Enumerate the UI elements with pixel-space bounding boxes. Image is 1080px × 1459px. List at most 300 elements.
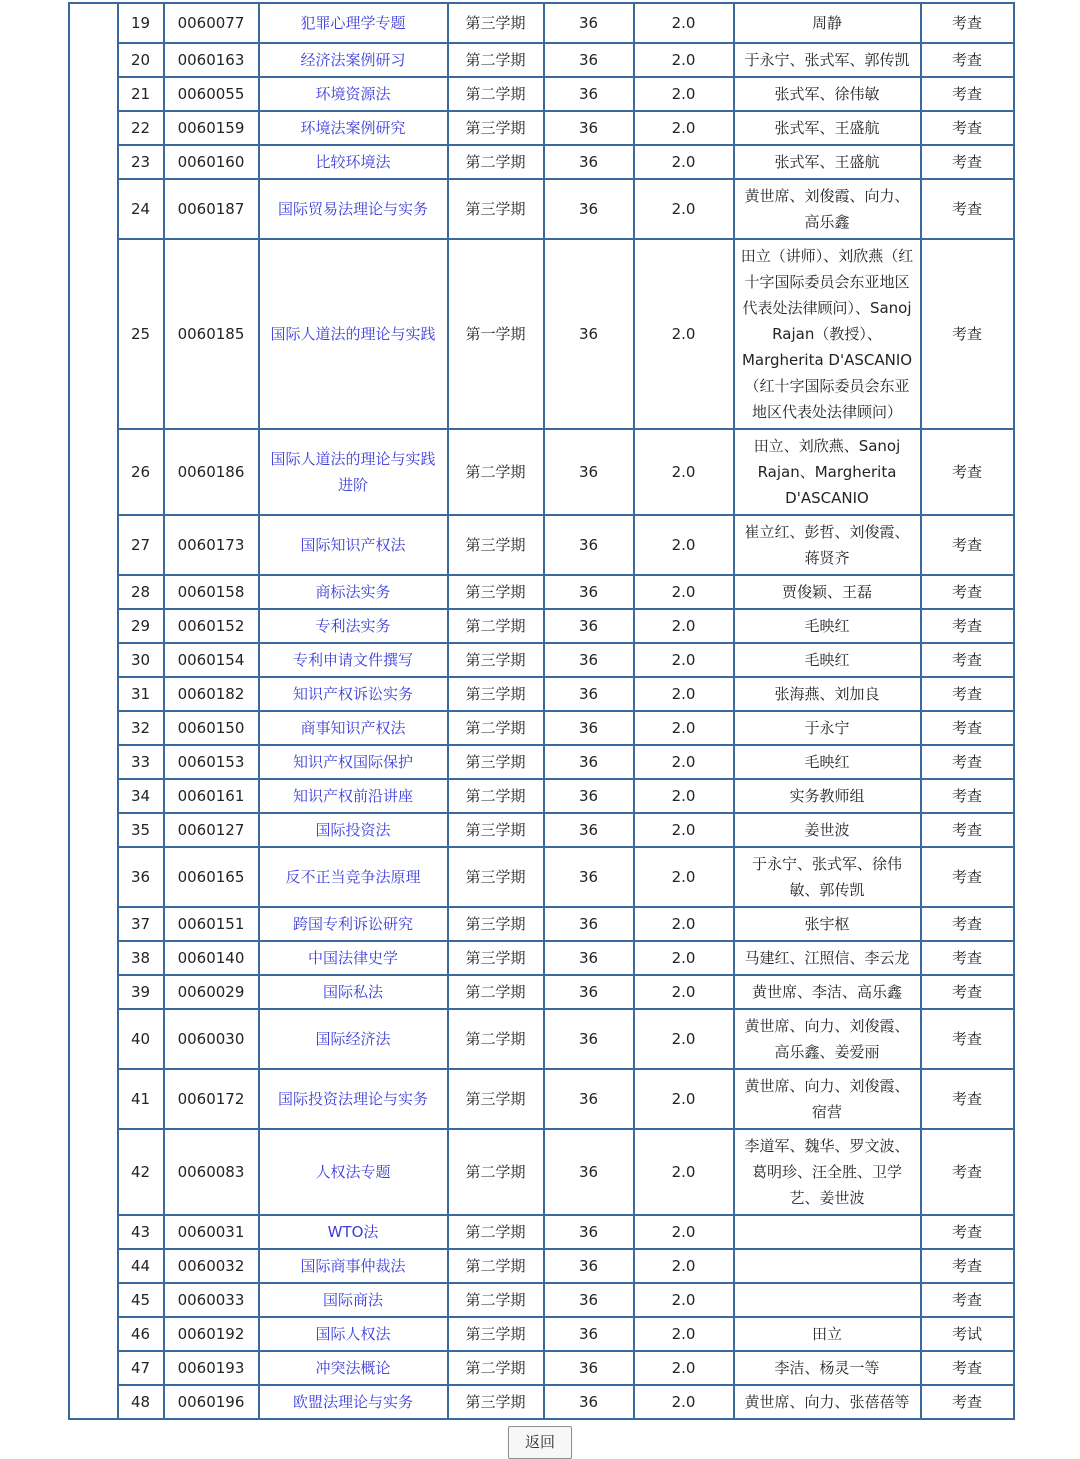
- table-row: [69, 1129, 1014, 1215]
- semester-cell: 第二学期: [448, 711, 544, 745]
- teachers-cell: 毛映红: [734, 745, 921, 779]
- hours-cell: 36: [544, 3, 634, 43]
- row-number-cell: 24: [118, 179, 164, 239]
- course-name-cell: [259, 77, 448, 111]
- row-number-cell: 40: [118, 1009, 164, 1069]
- teachers-cell: 黄世席、向力、刘俊霞、高乐鑫、姜爱丽: [734, 1009, 921, 1069]
- table-row: [69, 429, 1014, 515]
- teachers-cell: 李洁、杨灵一等: [734, 1351, 921, 1385]
- course-code-cell: 0060030: [164, 1009, 259, 1069]
- teachers-cell: 张海燕、刘加良: [734, 677, 921, 711]
- hours-cell: 36: [544, 711, 634, 745]
- teachers-cell: 毛映红: [734, 609, 921, 643]
- course-link[interactable]: 知识产权国际保护: [292, 753, 413, 771]
- credits-cell: 2.0: [634, 429, 734, 515]
- course-link[interactable]: 环境资源法: [315, 85, 391, 103]
- assessment-cell: 考查: [921, 77, 1014, 111]
- course-name-cell: [259, 575, 448, 609]
- hours-cell: 36: [544, 907, 634, 941]
- teachers-cell: 黄世席、李洁、高乐鑫: [734, 975, 921, 1009]
- course-name-cell: [259, 609, 448, 643]
- row-number-cell: 44: [118, 1249, 164, 1283]
- row-number-cell: 19: [118, 3, 164, 43]
- course-code-cell: 0060186: [164, 429, 259, 515]
- course-link[interactable]: 国际投资法理论与实务: [277, 1090, 428, 1108]
- table-row: [69, 907, 1014, 941]
- course-link[interactable]: 环境法案例研究: [300, 119, 406, 137]
- assessment-cell: 考查: [921, 1351, 1014, 1385]
- teachers-cell: 黄世席、向力、刘俊霞、宿营: [734, 1069, 921, 1129]
- assessment-cell: 考查: [921, 711, 1014, 745]
- course-code-cell: 0060032: [164, 1249, 259, 1283]
- hours-cell: 36: [544, 975, 634, 1009]
- hours-cell: 36: [544, 515, 634, 575]
- hours-cell: 36: [544, 145, 634, 179]
- course-link[interactable]: 知识产权诉讼实务: [292, 685, 413, 703]
- semester-cell: 第二学期: [448, 429, 544, 515]
- course-link[interactable]: 商标法实务: [315, 583, 391, 601]
- row-number-cell: 41: [118, 1069, 164, 1129]
- row-number-cell: 29: [118, 609, 164, 643]
- course-link[interactable]: 中国法律史学: [307, 949, 398, 967]
- hours-cell: 36: [544, 677, 634, 711]
- course-link[interactable]: 国际人道法的理论与实践: [270, 325, 436, 343]
- credits-cell: 2.0: [634, 1351, 734, 1385]
- course-name-cell: [259, 1069, 448, 1129]
- row-number-cell: 34: [118, 779, 164, 813]
- row-number-cell: 46: [118, 1317, 164, 1351]
- course-name-cell: [259, 515, 448, 575]
- credits-cell: 2.0: [634, 779, 734, 813]
- course-code-cell: 0060160: [164, 145, 259, 179]
- hours-cell: 36: [544, 847, 634, 907]
- course-name-cell: [259, 43, 448, 77]
- table-row: [69, 779, 1014, 813]
- course-link[interactable]: 国际贸易法理论与实务: [277, 200, 428, 218]
- semester-cell: 第三学期: [448, 643, 544, 677]
- credits-cell: 2.0: [634, 77, 734, 111]
- table-row: [69, 1009, 1014, 1069]
- course-link[interactable]: 国际私法: [322, 983, 383, 1001]
- row-number-cell: 47: [118, 1351, 164, 1385]
- teachers-cell: 李道军、魏华、罗文波、葛明珍、汪全胜、卫学艺、姜世波: [734, 1129, 921, 1215]
- row-number-cell: 37: [118, 907, 164, 941]
- hours-cell: 36: [544, 813, 634, 847]
- course-code-cell: 0060185: [164, 239, 259, 429]
- hours-cell: 36: [544, 1009, 634, 1069]
- course-code-cell: 0060173: [164, 515, 259, 575]
- table-row: [69, 575, 1014, 609]
- course-code-cell: 0060029: [164, 975, 259, 1009]
- course-name-cell: [259, 907, 448, 941]
- credits-cell: 2.0: [634, 239, 734, 429]
- back-button[interactable]: 返回: [508, 1426, 572, 1459]
- credits-cell: 2.0: [634, 3, 734, 43]
- course-code-cell: 0060077: [164, 3, 259, 43]
- semester-cell: 第二学期: [448, 975, 544, 1009]
- course-code-cell: 0060187: [164, 179, 259, 239]
- assessment-cell: 考查: [921, 1283, 1014, 1317]
- hours-cell: 36: [544, 575, 634, 609]
- credits-cell: 2.0: [634, 111, 734, 145]
- credits-cell: 2.0: [634, 609, 734, 643]
- course-code-cell: 0060182: [164, 677, 259, 711]
- assessment-cell: 考查: [921, 515, 1014, 575]
- hours-cell: 36: [544, 1283, 634, 1317]
- table-row: [69, 3, 1014, 43]
- semester-cell: 第三学期: [448, 3, 544, 43]
- course-link[interactable]: 比较环境法: [315, 153, 391, 171]
- course-link[interactable]: 国际投资法: [315, 821, 391, 839]
- table-row: [69, 677, 1014, 711]
- credits-cell: 2.0: [634, 975, 734, 1009]
- semester-cell: 第二学期: [448, 1129, 544, 1215]
- hours-cell: 36: [544, 239, 634, 429]
- assessment-cell: 考查: [921, 111, 1014, 145]
- row-number-cell: 21: [118, 77, 164, 111]
- course-link[interactable]: 欧盟法理论与实务: [292, 1393, 413, 1411]
- course-code-cell: 0060153: [164, 745, 259, 779]
- course-name-cell: [259, 1009, 448, 1069]
- course-code-cell: 0060140: [164, 941, 259, 975]
- course-name-cell: [259, 745, 448, 779]
- course-name-cell: [259, 3, 448, 43]
- row-number-cell: 30: [118, 643, 164, 677]
- course-table: [68, 2, 1015, 1420]
- assessment-cell: 考查: [921, 1069, 1014, 1129]
- course-link[interactable]: 犯罪心理学专题: [300, 14, 406, 32]
- assessment-cell: 考试: [921, 1317, 1014, 1351]
- assessment-cell: 考查: [921, 941, 1014, 975]
- hours-cell: 36: [544, 1317, 634, 1351]
- semester-cell: 第三学期: [448, 1317, 544, 1351]
- teachers-cell: [734, 1283, 921, 1317]
- course-name-cell: [259, 1351, 448, 1385]
- teachers-cell: 田立（讲师）、刘欣燕（红十字国际委员会东亚地区代表处法律顾问）、Sanoj Rajan（教授）、Margherita D'ASCANIO（红十字国际委员会东亚地区代表处法律顾问）: [734, 239, 921, 429]
- teachers-cell: 黄世席、向力、张蓓蓓等: [734, 1385, 921, 1419]
- credits-cell: 2.0: [634, 813, 734, 847]
- assessment-cell: 考查: [921, 847, 1014, 907]
- row-number-cell: 48: [118, 1385, 164, 1419]
- semester-cell: 第三学期: [448, 515, 544, 575]
- row-number-cell: 36: [118, 847, 164, 907]
- credits-cell: 2.0: [634, 1283, 734, 1317]
- row-number-cell: 42: [118, 1129, 164, 1215]
- semester-cell: 第三学期: [448, 847, 544, 907]
- course-name-cell: [259, 239, 448, 429]
- course-name-cell: [259, 1215, 448, 1249]
- row-number-cell: 22: [118, 111, 164, 145]
- teachers-cell: 田立: [734, 1317, 921, 1351]
- table-row: [69, 1351, 1014, 1385]
- assessment-cell: 考查: [921, 1009, 1014, 1069]
- row-number-cell: 33: [118, 745, 164, 779]
- credits-cell: 2.0: [634, 907, 734, 941]
- course-name-cell: [259, 1129, 448, 1215]
- credits-cell: 2.0: [634, 1249, 734, 1283]
- table-row: [69, 515, 1014, 575]
- semester-cell: 第三学期: [448, 907, 544, 941]
- table-row: [69, 609, 1014, 643]
- table-row: [69, 1215, 1014, 1249]
- hours-cell: 36: [544, 941, 634, 975]
- teachers-cell: 贾俊颖、王磊: [734, 575, 921, 609]
- table-row: [69, 941, 1014, 975]
- row-number-cell: 23: [118, 145, 164, 179]
- category-spanner-cell: [69, 3, 118, 1419]
- assessment-cell: 考查: [921, 975, 1014, 1009]
- semester-cell: 第二学期: [448, 1215, 544, 1249]
- hours-cell: 36: [544, 609, 634, 643]
- teachers-cell: 马建红、江照信、李云龙: [734, 941, 921, 975]
- course-name-cell: [259, 975, 448, 1009]
- hours-cell: 36: [544, 1249, 634, 1283]
- row-number-cell: 25: [118, 239, 164, 429]
- semester-cell: 第一学期: [448, 239, 544, 429]
- table-row: [69, 111, 1014, 145]
- semester-cell: 第三学期: [448, 745, 544, 779]
- table-row: [69, 43, 1014, 77]
- semester-cell: 第二学期: [448, 609, 544, 643]
- semester-cell: 第三学期: [448, 1385, 544, 1419]
- hours-cell: 36: [544, 179, 634, 239]
- course-code-cell: 0060196: [164, 1385, 259, 1419]
- hours-cell: 36: [544, 429, 634, 515]
- assessment-cell: 考查: [921, 3, 1014, 43]
- hours-cell: 36: [544, 779, 634, 813]
- semester-cell: 第二学期: [448, 1351, 544, 1385]
- row-number-cell: 45: [118, 1283, 164, 1317]
- row-number-cell: 32: [118, 711, 164, 745]
- teachers-cell: 张式军、王盛航: [734, 111, 921, 145]
- assessment-cell: 考查: [921, 575, 1014, 609]
- credits-cell: 2.0: [634, 847, 734, 907]
- course-code-cell: 0060031: [164, 1215, 259, 1249]
- course-link[interactable]: 知识产权前沿讲座: [292, 787, 413, 805]
- hours-cell: 36: [544, 1129, 634, 1215]
- row-number-cell: 20: [118, 43, 164, 77]
- assessment-cell: 考查: [921, 813, 1014, 847]
- course-name-cell: [259, 1283, 448, 1317]
- course-link[interactable]: 国际人权法: [315, 1325, 391, 1343]
- credits-cell: 2.0: [634, 43, 734, 77]
- semester-cell: 第三学期: [448, 179, 544, 239]
- hours-cell: 36: [544, 43, 634, 77]
- semester-cell: 第二学期: [448, 145, 544, 179]
- assessment-cell: 考查: [921, 609, 1014, 643]
- semester-cell: 第二学期: [448, 1009, 544, 1069]
- row-number-cell: 28: [118, 575, 164, 609]
- assessment-cell: 考查: [921, 745, 1014, 779]
- semester-cell: 第三学期: [448, 1069, 544, 1129]
- table-row: [69, 847, 1014, 907]
- course-link[interactable]: 国际经济法: [315, 1030, 391, 1048]
- course-name-cell: [259, 813, 448, 847]
- credits-cell: 2.0: [634, 677, 734, 711]
- course-code-cell: 0060165: [164, 847, 259, 907]
- teachers-cell: [734, 1249, 921, 1283]
- assessment-cell: 考查: [921, 43, 1014, 77]
- table-row: [69, 1069, 1014, 1129]
- assessment-cell: 考查: [921, 779, 1014, 813]
- assessment-cell: 考查: [921, 1249, 1014, 1283]
- course-name-cell: [259, 847, 448, 907]
- semester-cell: 第二学期: [448, 1283, 544, 1317]
- course-code-cell: 0060163: [164, 43, 259, 77]
- semester-cell: 第三学期: [448, 575, 544, 609]
- course-link[interactable]: 专利申请文件撰写: [292, 651, 413, 669]
- hours-cell: 36: [544, 111, 634, 145]
- course-link[interactable]: 跨国专利诉讼研究: [292, 915, 413, 933]
- assessment-cell: 考查: [921, 1385, 1014, 1419]
- course-name-cell: [259, 711, 448, 745]
- credits-cell: 2.0: [634, 1317, 734, 1351]
- semester-cell: 第二学期: [448, 77, 544, 111]
- credits-cell: 2.0: [634, 1385, 734, 1419]
- teachers-cell: 于永宁、张式军、徐伟敏、郭传凯: [734, 847, 921, 907]
- table-row: [69, 77, 1014, 111]
- assessment-cell: 考查: [921, 145, 1014, 179]
- course-code-cell: 0060161: [164, 779, 259, 813]
- assessment-cell: 考查: [921, 643, 1014, 677]
- semester-cell: 第二学期: [448, 779, 544, 813]
- course-code-cell: 0060192: [164, 1317, 259, 1351]
- hours-cell: 36: [544, 77, 634, 111]
- course-code-cell: 0060127: [164, 813, 259, 847]
- row-number-cell: 43: [118, 1215, 164, 1249]
- teachers-cell: 姜世波: [734, 813, 921, 847]
- row-number-cell: 31: [118, 677, 164, 711]
- hours-cell: 36: [544, 745, 634, 779]
- course-link[interactable]: 国际知识产权法: [300, 536, 406, 554]
- teachers-cell: 实务教师组: [734, 779, 921, 813]
- course-link[interactable]: 国际商法: [322, 1291, 383, 1309]
- assessment-cell: 考查: [921, 239, 1014, 429]
- course-link[interactable]: 冲突法概论: [315, 1359, 391, 1377]
- table-row: [69, 239, 1014, 429]
- row-number-cell: 39: [118, 975, 164, 1009]
- course-link[interactable]: 国际商事仲裁法: [300, 1257, 406, 1275]
- course-link[interactable]: 经济法案例研习: [300, 51, 406, 69]
- table-row: [69, 1317, 1014, 1351]
- credits-cell: 2.0: [634, 179, 734, 239]
- table-row: [69, 643, 1014, 677]
- semester-cell: 第三学期: [448, 677, 544, 711]
- course-link[interactable]: 专利法实务: [315, 617, 391, 635]
- hours-cell: 36: [544, 1351, 634, 1385]
- teachers-cell: 黄世席、刘俊霞、向力、高乐鑫: [734, 179, 921, 239]
- teachers-cell: 张式军、王盛航: [734, 145, 921, 179]
- hours-cell: 36: [544, 1215, 634, 1249]
- semester-cell: 第三学期: [448, 941, 544, 975]
- table-row: [69, 813, 1014, 847]
- course-code-cell: 0060172: [164, 1069, 259, 1129]
- course-name-cell: [259, 643, 448, 677]
- assessment-cell: 考查: [921, 677, 1014, 711]
- assessment-cell: 考查: [921, 1215, 1014, 1249]
- semester-cell: 第三学期: [448, 111, 544, 145]
- teachers-cell: 周静: [734, 3, 921, 43]
- semester-cell: 第二学期: [448, 43, 544, 77]
- table-row: [69, 145, 1014, 179]
- course-table-container: [68, 2, 1013, 1420]
- table-row: [69, 975, 1014, 1009]
- course-code-cell: 0060159: [164, 111, 259, 145]
- course-code-cell: 0060150: [164, 711, 259, 745]
- course-name-cell: [259, 429, 448, 515]
- credits-cell: 2.0: [634, 515, 734, 575]
- semester-cell: 第三学期: [448, 813, 544, 847]
- credits-cell: 2.0: [634, 1009, 734, 1069]
- table-row: [69, 745, 1014, 779]
- credits-cell: 2.0: [634, 145, 734, 179]
- hours-cell: 36: [544, 643, 634, 677]
- table-row: [69, 1283, 1014, 1317]
- teachers-cell: 张宇枢: [734, 907, 921, 941]
- course-code-cell: 0060151: [164, 907, 259, 941]
- assessment-cell: 考查: [921, 429, 1014, 515]
- credits-cell: 2.0: [634, 711, 734, 745]
- course-name-cell: [259, 179, 448, 239]
- course-name-cell: [259, 111, 448, 145]
- hours-cell: 36: [544, 1385, 634, 1419]
- table-row: [69, 179, 1014, 239]
- course-name-cell: [259, 1385, 448, 1419]
- assessment-cell: 考查: [921, 179, 1014, 239]
- course-code-cell: 0060055: [164, 77, 259, 111]
- hours-cell: 36: [544, 1069, 634, 1129]
- assessment-cell: 考查: [921, 907, 1014, 941]
- teachers-cell: 张式军、徐伟敏: [734, 77, 921, 111]
- teachers-cell: 田立、刘欣燕、Sanoj Rajan、Margherita D'ASCANIO: [734, 429, 921, 515]
- course-name-cell: [259, 145, 448, 179]
- credits-cell: 2.0: [634, 1129, 734, 1215]
- row-number-cell: 26: [118, 429, 164, 515]
- course-name-cell: [259, 1249, 448, 1283]
- course-link[interactable]: WTO法: [327, 1223, 379, 1241]
- course-name-cell: [259, 779, 448, 813]
- credits-cell: 2.0: [634, 941, 734, 975]
- teachers-cell: 崔立红、彭哲、刘俊霞、蒋贤齐: [734, 515, 921, 575]
- course-code-cell: 0060154: [164, 643, 259, 677]
- course-code-cell: 0060033: [164, 1283, 259, 1317]
- credits-cell: 2.0: [634, 745, 734, 779]
- teachers-cell: 于永宁、张式军、郭传凯: [734, 43, 921, 77]
- course-link[interactable]: 国际人道法的理论与实践进阶: [270, 450, 436, 494]
- course-name-cell: [259, 677, 448, 711]
- table-row: [69, 1385, 1014, 1419]
- row-number-cell: 27: [118, 515, 164, 575]
- credits-cell: 2.0: [634, 1069, 734, 1129]
- course-link[interactable]: 反不正当竞争法原理: [285, 868, 421, 886]
- course-code-cell: 0060152: [164, 609, 259, 643]
- course-code-cell: 0060158: [164, 575, 259, 609]
- row-number-cell: 38: [118, 941, 164, 975]
- credits-cell: 2.0: [634, 1215, 734, 1249]
- semester-cell: 第二学期: [448, 1249, 544, 1283]
- course-name-cell: [259, 1317, 448, 1351]
- row-number-cell: 35: [118, 813, 164, 847]
- course-link[interactable]: 商事知识产权法: [300, 719, 406, 737]
- course-link[interactable]: 人权法专题: [315, 1163, 391, 1181]
- credits-cell: 2.0: [634, 643, 734, 677]
- course-code-cell: 0060083: [164, 1129, 259, 1215]
- table-row: [69, 1249, 1014, 1283]
- credits-cell: 2.0: [634, 575, 734, 609]
- assessment-cell: 考查: [921, 1129, 1014, 1215]
- teachers-cell: 毛映红: [734, 643, 921, 677]
- course-name-cell: [259, 941, 448, 975]
